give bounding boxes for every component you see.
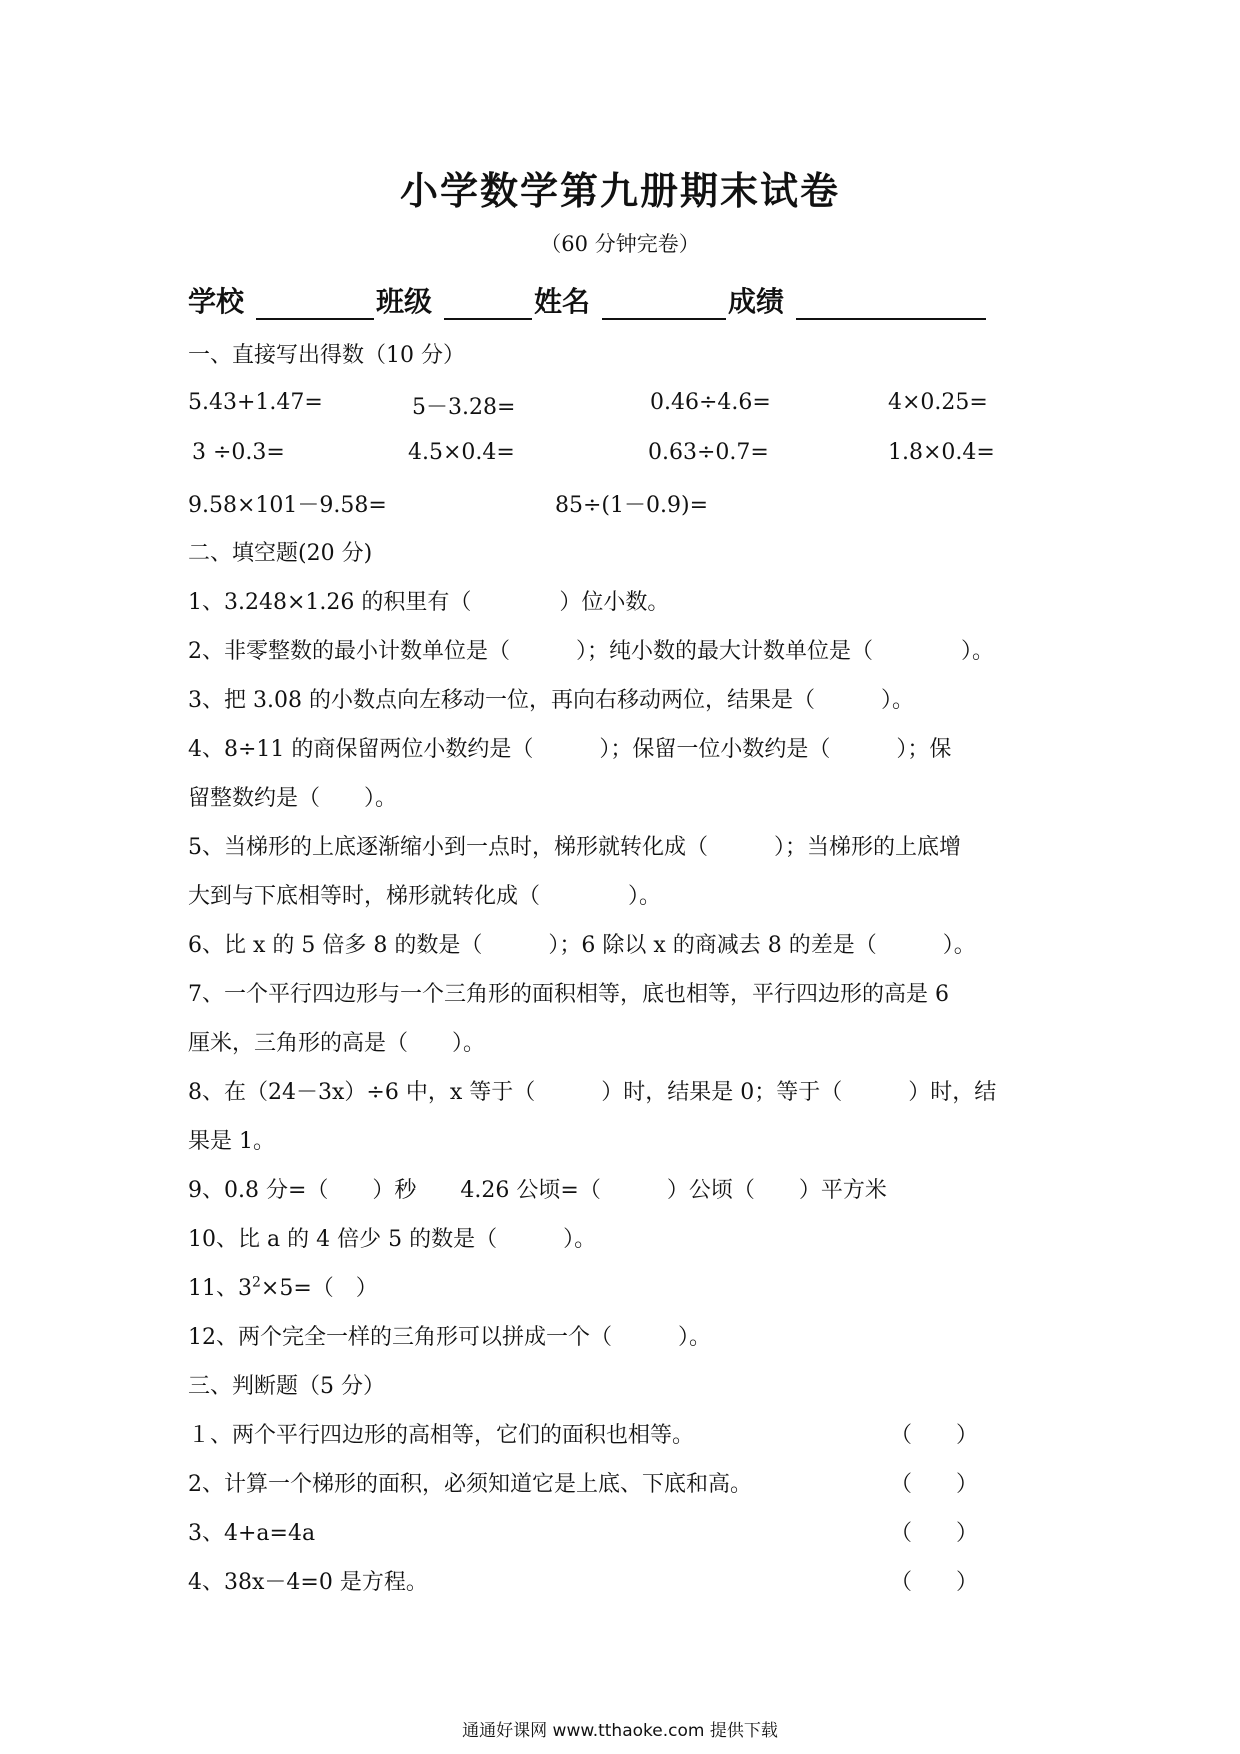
- calc-item: 3 ÷0.3=: [192, 440, 285, 465]
- fill-question-cont: 大到与下底相等时，梯形就转化成（ ）。: [188, 884, 662, 909]
- score-label: 成绩: [728, 285, 785, 318]
- calc-item: 1.8×0.4=: [888, 440, 995, 465]
- class-blank[interactable]: [444, 288, 532, 320]
- fill-question: 6、比 x 的 5 倍多 8 的数是（ ）；6 除以 x 的商减去 8 的差是（ ）。: [188, 933, 976, 958]
- name-blank[interactable]: [602, 288, 726, 320]
- fill-question-cont: 留整数约是（ ）。: [188, 786, 398, 811]
- fill-question: 1、3.248×1.26 的积里有（ ）位小数。: [188, 590, 670, 615]
- calc-item: 9.58×101－9.58=: [188, 493, 387, 518]
- calc-item: 5－3.28=: [412, 395, 516, 420]
- answer-paren[interactable]: （ ）: [890, 1472, 979, 1497]
- calc-item: 0.46÷4.6=: [650, 390, 771, 415]
- fill-question: 9、0.8 分=（ ）秒 4.26 公顷=（ ）公顷（ ）平方米: [188, 1178, 887, 1203]
- fill-question-cont: 厘米，三角形的高是（ ）。: [188, 1031, 486, 1056]
- q11-exponent: 2: [252, 1274, 261, 1291]
- judge-question: 2、计算一个梯形的面积，必须知道它是上底、下底和高。: [188, 1472, 752, 1497]
- answer-paren[interactable]: （ ）: [890, 1521, 979, 1546]
- section3-heading: 三、判断题（5 分）: [188, 1374, 385, 1399]
- q11-suffix: ×5=（ ）: [260, 1276, 378, 1301]
- fill-question: 8、在（24－3x）÷6 中，x 等于（ ）时，结果是 0；等于（ ）时，结: [188, 1080, 997, 1105]
- fill-question: 5、当梯形的上底逐渐缩小到一点时，梯形就转化成（ ）；当梯形的上底增: [188, 835, 961, 860]
- footer-credit: 通通好课网 www.tthaoke.com 提供下载: [462, 1721, 778, 1741]
- judge-question: 4、38x－4=0 是方程。: [188, 1570, 428, 1595]
- name-label: 姓名: [534, 285, 591, 318]
- fill-question-cont: 果是 1。: [188, 1129, 275, 1154]
- score-blank[interactable]: [796, 288, 986, 320]
- judge-question: １、两个平行四边形的高相等，它们的面积也相等。: [188, 1423, 695, 1448]
- fill-question: 12、两个完全一样的三角形可以拼成一个（ ）。: [188, 1325, 711, 1350]
- class-label: 班级: [376, 285, 433, 318]
- section2-heading: 二、填空题(20 分): [188, 541, 373, 566]
- school-blank[interactable]: [256, 288, 374, 320]
- calc-item: 85÷(1－0.9)=: [555, 493, 709, 518]
- fill-question: 7、一个平行四边形与一个三角形的面积相等，底也相等，平行四边形的高是 6: [188, 982, 949, 1007]
- exam-title: 小学数学第九册期末试卷: [399, 168, 840, 213]
- fill-question: 3、把 3.08 的小数点向左移动一位，再向右移动两位，结果是（ ）。: [188, 688, 914, 713]
- fill-question: 4、8÷11 的商保留两位小数约是（ ）；保留一位小数约是（ ）；保: [188, 737, 952, 762]
- judge-question: 3、4+a=4a: [188, 1521, 316, 1546]
- section1-heading: 一、直接写出得数（10 分）: [188, 343, 465, 368]
- calc-item: 4×0.25=: [888, 390, 988, 415]
- student-info-row: [188, 280, 1048, 320]
- q11-prefix: 11、3: [188, 1276, 252, 1301]
- fill-question: 2、非零整数的最小计数单位是（ ）；纯小数的最大计数单位是（ ）。: [188, 639, 994, 664]
- school-label: 学校: [188, 285, 245, 318]
- exam-subtitle: （60 分钟完卷）: [540, 232, 700, 256]
- answer-paren[interactable]: （ ）: [890, 1570, 979, 1595]
- calc-item: 4.5×0.4=: [408, 440, 515, 465]
- calc-item: 5.43+1.47=: [188, 390, 323, 415]
- calc-item: 0.63÷0.7=: [648, 440, 769, 465]
- answer-paren[interactable]: （ ）: [890, 1423, 979, 1448]
- fill-question: [188, 1271, 378, 1302]
- fill-question: 10、比 a 的 4 倍少 5 的数是（ ）。: [188, 1227, 597, 1252]
